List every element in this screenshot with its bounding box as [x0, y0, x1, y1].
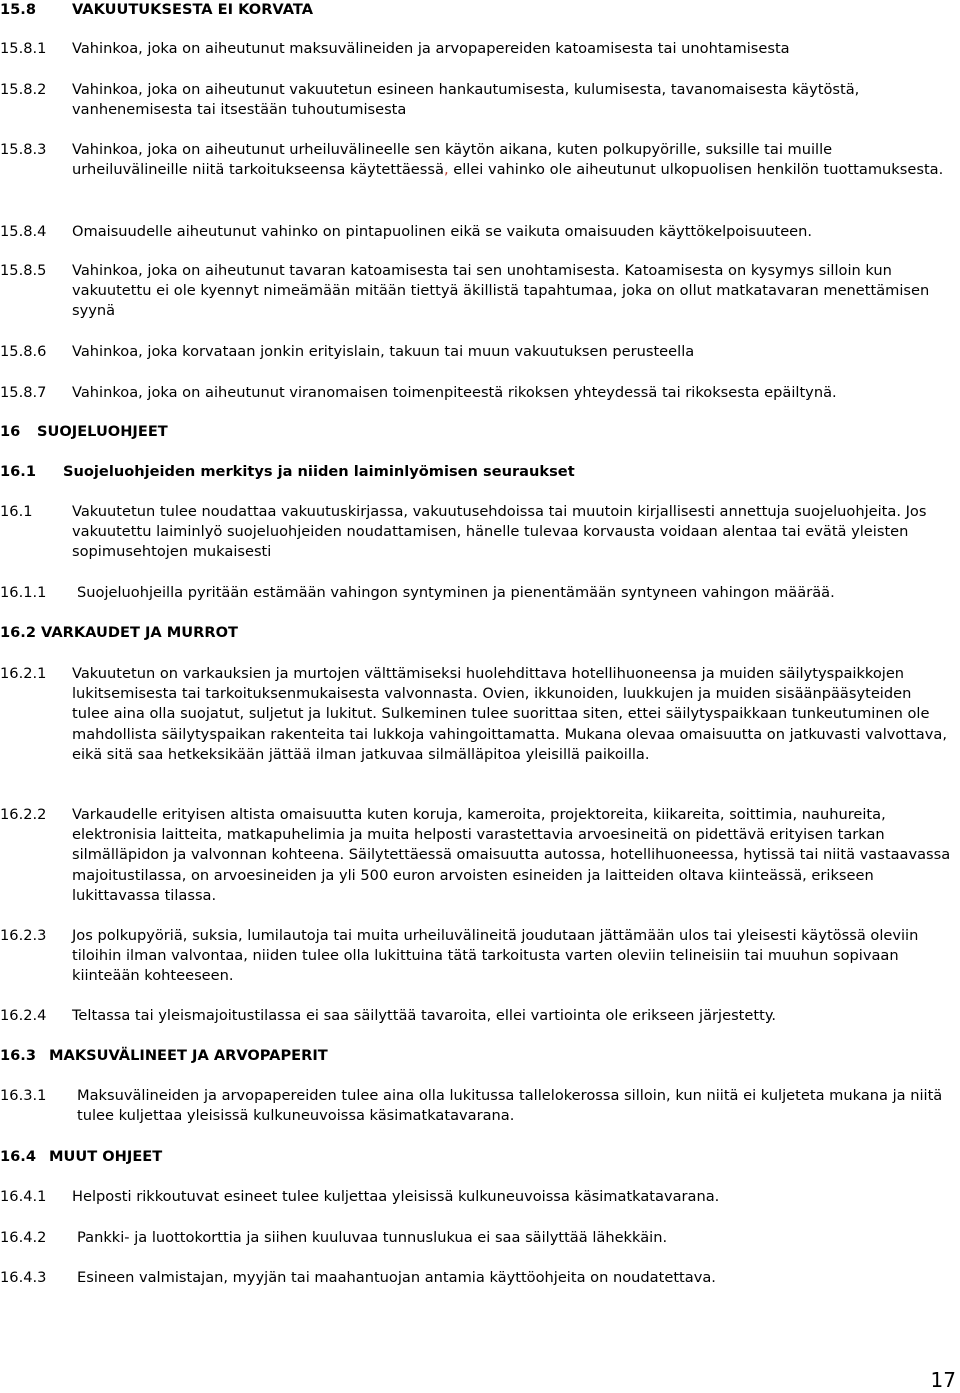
highlighted-comma: ,	[443, 161, 449, 179]
clause-text: Esineen valmistajan, myyjän tai maahantuojan antamia käyttöohjeita on noudatettava.	[77, 1269, 716, 1286]
clause-16-1-1	[0, 583, 950, 603]
clause-number: 15.8.6	[0, 343, 47, 360]
section-heading-16-3	[0, 1046, 328, 1066]
clause-text: Omaisuudelle aiheutunut vahinko on pintapuolinen eikä se vaikuta omaisuuden käyttökelpoisuuteen.	[72, 223, 813, 240]
clause-text: Vakuutetun tulee noudattaa vakuutuskirjassa, vakuutusehdoissa tai muutoin kirjallisesti annettuja suojeluohjeita. Jos vakuutettu laiminlyö suojeluohjeiden noudattamisen, hänelle tulevaa korvausta voidaan alentaa tai evätä yleisten sopimusehtojen mukaisesti	[72, 503, 927, 561]
section-number: 16.3	[0, 1047, 37, 1064]
section-heading-16-4	[0, 1147, 162, 1167]
page-number: 17	[930, 1368, 956, 1392]
clause-text	[72, 140, 952, 180]
clause-number: 16.2.2	[0, 806, 47, 823]
section-heading-15-8	[0, 0, 313, 20]
clause-15-8-6	[0, 342, 950, 362]
clause-number: 16.4.1	[0, 1188, 47, 1205]
clause-number: 15.8.4	[0, 223, 47, 240]
section-title: MUUT OHJEET	[49, 1148, 163, 1165]
clause-number: 16.2.3	[0, 927, 47, 944]
clause-text: Jos polkupyöriä, suksia, lumilautoja tai muita urheiluvälineitä joudutaan jättämään ulos tai yleisesti käytössä oleviin tiloihin ilman valvontaa, niiden tulee olla lukittuina tätä tarkoitusta varten oleviin telineisiin tai muuhun sopivaan kiinteään kohteeseen.	[72, 927, 919, 985]
clause-number: 16.2.1	[0, 665, 47, 682]
clause-text-part: Vahinkoa, joka on aiheutunut urheiluvälineelle sen käytön aikana, kuten polkupyörille, suksille tai muille urheiluvälineille niitä tarkoitukseensa käytettäessä	[72, 141, 833, 179]
clause-number: 15.8.2	[0, 81, 47, 98]
clause-number: 16.3.1	[0, 1087, 47, 1104]
clause-text: Vahinkoa, joka on aiheutunut vakuutetun esineen hankautumisesta, kulumisesta, tavanomaisesta käytöstä, vanhenemisesta tai itsestään tuhoutumisesta	[72, 81, 860, 119]
clause-number: 16.4.3	[0, 1269, 47, 1286]
clause-number: 15.8.1	[0, 40, 47, 57]
section-title: SUOJELUOHJEET	[37, 423, 168, 440]
clause-text: Vahinkoa, joka on aiheutunut tavaran katoamisesta tai sen unohtamisesta. Katoamisesta on kysymys silloin kun vakuutettu ei ole kyennyt nimeämään mitään tiettyä äkillistä tapahtumaa, joka on ollut matkatavaran menettämisen syynä	[72, 262, 930, 320]
section-number: 16.1	[0, 463, 37, 480]
clause-16-2-4	[0, 1006, 950, 1026]
clause-15-8-7	[0, 383, 950, 403]
clause-number: 16.4.2	[0, 1229, 47, 1246]
clause-number: 15.8.3	[0, 141, 47, 158]
clause-text-part: ellei vahinko ole aiheutunut ulkopuolisen henkilön tuottamuksesta.	[448, 161, 944, 179]
clause-text: Vahinkoa, joka on aiheutunut viranomaisen toimenpiteestä rikoksen yhteydessä tai rikoksesta epäiltynä.	[72, 384, 837, 401]
clause-text: Maksuvälineiden ja arvopapereiden tulee aina olla lukitussa tallelokerossa silloin, kun niitä ei kuljeteta mukana ja niitä tulee kuljettaa yleisissä kulkuneuvoissa käsimatkatavarana.	[77, 1087, 943, 1125]
clause-number: 16.2.4	[0, 1007, 47, 1024]
clause-16-2-1	[0, 664, 950, 765]
section-heading-16-2	[0, 623, 238, 643]
clause-text: Suojeluohjeilla pyritään estämään vahingon syntyminen ja pienentämään syntyneen vahingon määrää.	[77, 584, 835, 601]
clause-15-8-1	[0, 39, 950, 59]
section-number: 16.4	[0, 1148, 37, 1165]
clause-16-4-1	[0, 1187, 950, 1207]
section-title: VAKUUTUKSESTA EI KORVATA	[72, 1, 314, 18]
clause-number: 15.8.7	[0, 384, 47, 401]
clause-number: 15.8.5	[0, 262, 47, 279]
clause-15-8-2	[0, 80, 950, 120]
clause-text: Teltassa tai yleismajoitustilassa ei saa säilyttää tavaroita, ellei vartiointa ole erikseen järjestetty.	[72, 1007, 777, 1024]
section-heading-16-1	[0, 462, 575, 482]
section-heading-16	[0, 422, 168, 442]
clause-number: 16.1	[0, 503, 33, 520]
section-title: MAKSUVÄLINEET JA ARVOPAPERIT	[49, 1047, 328, 1064]
clause-16-4-2	[0, 1228, 950, 1248]
section-title: Suojeluohjeiden merkitys ja niiden laiminlyömisen seuraukset	[63, 463, 575, 480]
clause-text: Pankki- ja luottokorttia ja siihen kuuluvaa tunnuslukua ei saa säilyttää lähekkäin.	[77, 1229, 668, 1246]
clause-text: Vahinkoa, joka korvataan jonkin erityislain, takuun tai muun vakuutuksen perusteella	[72, 343, 695, 360]
section-number: 16	[0, 423, 21, 440]
section-number: 15.8	[0, 1, 37, 18]
clause-15-8-4	[0, 222, 950, 242]
clause-text: Varkaudelle erityisen altista omaisuutta kuten koruja, kameroita, projektoreita, kiikareita, soittimia, nauhureita, elektronisia laitteita, matkapuhelimia ja muita helposti varastettavia arvoesineitä on pidettävä erityisen tarkan silmälläpidon ja valvonnan kohteena. Säilytettäessä omaisuutta autossa, hotellihuoneessa, hytissä tai niitä vastaavassa majoitustilassa, on arvoesineiden ja yli 500 euron arvoisten esineiden ja laitteiden oltava kiinteässä, erikseen lukittavassa tilassa.	[72, 806, 951, 904]
clause-text: Vahinkoa, joka on aiheutunut maksuvälineiden ja arvopapereiden katoamisesta tai unohtamisesta	[72, 40, 790, 57]
clause-16-2-2	[0, 805, 950, 906]
clause-16-4-3	[0, 1268, 950, 1288]
clause-16-1	[0, 502, 950, 563]
clause-text: Helposti rikkoutuvat esineet tulee kuljettaa yleisissä kulkuneuvoissa käsimatkatavarana.	[72, 1188, 720, 1205]
clause-number: 16.1.1	[0, 584, 47, 601]
clause-15-8-3	[0, 140, 950, 180]
clause-15-8-5	[0, 261, 950, 322]
section-number: 16.2	[0, 624, 37, 641]
clause-16-2-3	[0, 926, 950, 987]
clause-text: Vakuutetun on varkauksien ja murtojen välttämiseksi huolehdittava hotellihuoneensa ja muiden säilytyspaikkojen lukitsemisesta tai tarkoituksenmukaisesta valvonnasta. Ovien, ikkunoiden, luukkujen ja muiden sisäänpääsyteiden tulee aina olla suojatut, suljetut ja lukitut. Sulkeminen tulee suorittaa siten, ettei säilytyspaikkaan tunkeutuminen ole mahdollista säilytyspaikan rakenteita tai lukkoja vahingoittamatta. Mukana olevaa omaisuutta on jatkuvasti valvottava, eikä sitä saa hetkeksikään jättää ilman jatkuvaa silmälläpitoa yleisillä paikoilla.	[72, 665, 947, 763]
section-title: VARKAUDET JA MURROT	[41, 624, 238, 641]
clause-16-3-1	[0, 1086, 950, 1126]
